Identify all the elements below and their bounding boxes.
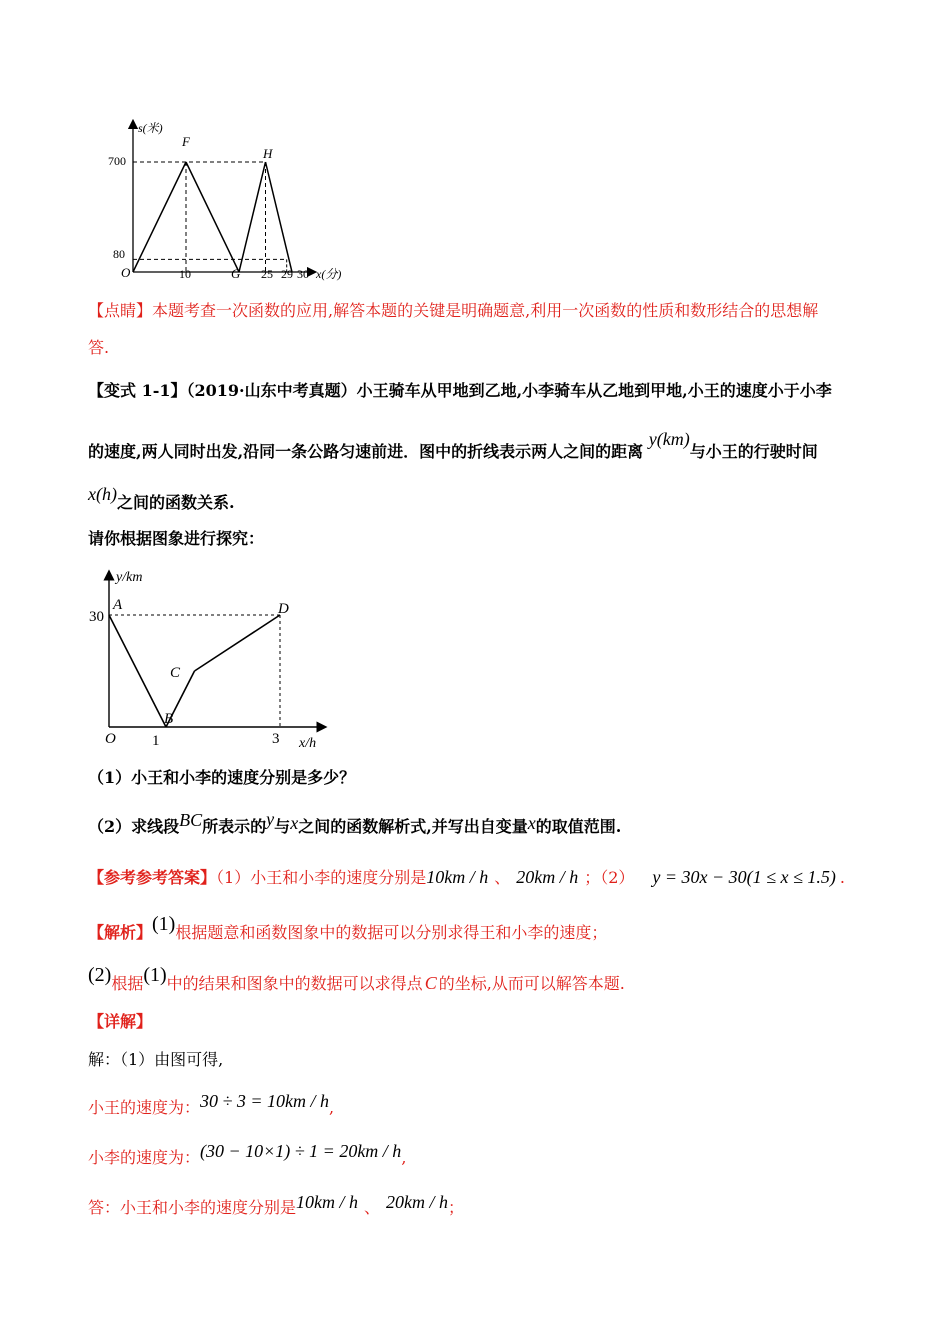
dianjing-line1 (88, 301, 818, 321)
math-x2: x (527, 813, 536, 833)
analysis-tag: 【解析】 (88, 923, 153, 942)
math-l4-v2: 20km / h (386, 1192, 449, 1212)
math-v1: 10km / h (426, 867, 489, 887)
y-tick-30: 30 (89, 609, 104, 625)
variant-line2 (88, 429, 818, 462)
variant-line2-text: 的速度,两人同时出发,沿同一条公路匀速前进．图中的折线表示两人之间的距离 (88, 442, 644, 461)
question-1: （1）小王和小李的速度分别是多少？ (88, 768, 356, 787)
detail-l4-sep: 、 (364, 1198, 381, 1217)
q2-text-a: （2）求线段 (88, 817, 180, 836)
math-n3: (1) (143, 964, 167, 986)
origin-label: O (105, 731, 116, 747)
math-formula: y = 30x − 30(1 ≤ x ≤ 1.5) (652, 867, 836, 887)
x-axis-label: x/h (299, 736, 317, 751)
x-tick-1: 1 (152, 733, 160, 749)
x-tick-3: 3 (272, 731, 280, 747)
point-label-C: C (170, 665, 181, 681)
analysis-text2b: 中的结果和图象中的数据可以求得点 (166, 974, 423, 993)
math-x: x (290, 813, 299, 833)
analysis-line1 (88, 913, 608, 943)
math-v2: 20km / h (516, 867, 579, 887)
variant-line3-text: 之间的函数关系. (116, 493, 235, 512)
point-label-F: F (182, 134, 190, 149)
dianjing-line2: 答. (88, 338, 110, 357)
x-tick-G: G (231, 266, 241, 281)
x-tick-25: 25 (261, 267, 273, 281)
detail-line4 (88, 1192, 465, 1218)
detail-l2-end: , (329, 1098, 335, 1117)
question-2 (88, 809, 622, 837)
detail-line3 (88, 1141, 407, 1168)
detail-l4-text: 答：小王和小李的速度分别是 (88, 1198, 297, 1217)
answer-end: . (839, 868, 846, 887)
y-axis-label: s(米) (138, 121, 163, 135)
detail-line1: 解：（1）由图可得, (88, 1050, 224, 1069)
math-l3: (30 − 10×1) ÷ 1 = 20km / h (200, 1141, 402, 1161)
point-label-B: B (164, 711, 174, 727)
chart-distance-time (100, 112, 370, 290)
detail-line2 (88, 1091, 335, 1118)
answer-line (88, 867, 845, 888)
answer-tag: 【参考参考答案】 (88, 868, 217, 887)
detail-l2-text: 小王的速度为： (88, 1098, 201, 1117)
segment-2 (239, 162, 266, 272)
chart-y-x (85, 565, 335, 755)
segment-AB (109, 615, 166, 727)
x-tick-30: 30 (297, 267, 309, 281)
point-label-D: D (278, 601, 289, 617)
variant-source: （2019·山东中考真题） (186, 381, 357, 400)
detail-l4-end: ； (448, 1198, 465, 1217)
variant-line3 (88, 484, 235, 513)
origin-label: O (121, 265, 131, 280)
math-x-h: x(h) (88, 484, 117, 504)
detail-tag: 【详解】 (88, 1012, 153, 1031)
answer-text: （1）小王和小李的速度分别是 (216, 868, 427, 887)
segment-1 (186, 162, 239, 272)
detail-l3-end: , (401, 1148, 407, 1167)
math-l2: 30 ÷ 3 = 10km / h (200, 1091, 330, 1111)
analysis-text2a: 根据 (111, 974, 144, 993)
x-tick-29: 29 (281, 267, 293, 281)
math-l4-v1: 10km / h (296, 1192, 359, 1212)
answer-semi: ；（2） (584, 868, 635, 887)
dianjing-text: 本题考查一次函数的应用,解答本题的关键是明确题意,利用一次函数的性质和数形结合的思想解 (152, 301, 819, 320)
segment-0 (133, 162, 186, 272)
point-label-H: H (263, 146, 273, 161)
analysis-text2c: 的坐标,从而可以解答本题. (438, 974, 625, 993)
variant-line2-end: 与小王的行驶时间 (689, 442, 818, 461)
analysis-line2 (88, 964, 625, 994)
y-tick-80: 80 (113, 247, 125, 261)
variant-line1 (88, 381, 832, 401)
math-n2: (2) (88, 964, 112, 986)
math-y: y (266, 809, 275, 829)
math-n1: (1) (152, 913, 176, 935)
variant-text: 小王骑车从甲地到乙地,小李骑车从乙地到甲地,小王的速度小于小李 (356, 381, 832, 400)
q2-text-c: 与 (274, 817, 291, 836)
x-tick-10: 10 (179, 267, 191, 281)
math-BC: BC (179, 810, 203, 830)
segment-CD (195, 615, 281, 671)
analysis-text1: 根据题意和函数图象中的数据可以分别求得王和小李的速度； (175, 923, 608, 942)
y-axis-label: y/km (116, 570, 143, 585)
math-C: C (424, 973, 437, 993)
math-y-km: y(km) (648, 429, 690, 449)
point-label-A: A (113, 597, 123, 613)
variant-line4: 请你根据图象进行探究： (88, 529, 265, 548)
y-tick-700: 700 (108, 154, 126, 168)
x-axis-label: x(分) (316, 267, 342, 281)
q2-text-b: 所表示的 (202, 817, 267, 836)
segment-3 (266, 162, 293, 272)
detail-l3-text: 小李的速度为： (88, 1148, 201, 1167)
q2-text-d: 之间的函数解析式,并写出自变量 (298, 817, 528, 836)
variant-tag: 【变式 1-1】 (88, 381, 187, 400)
q2-text-e: 的取值范围. (535, 817, 622, 836)
dianjing-tag: 【点睛】 (88, 301, 153, 320)
answer-sep: 、 (494, 868, 511, 887)
